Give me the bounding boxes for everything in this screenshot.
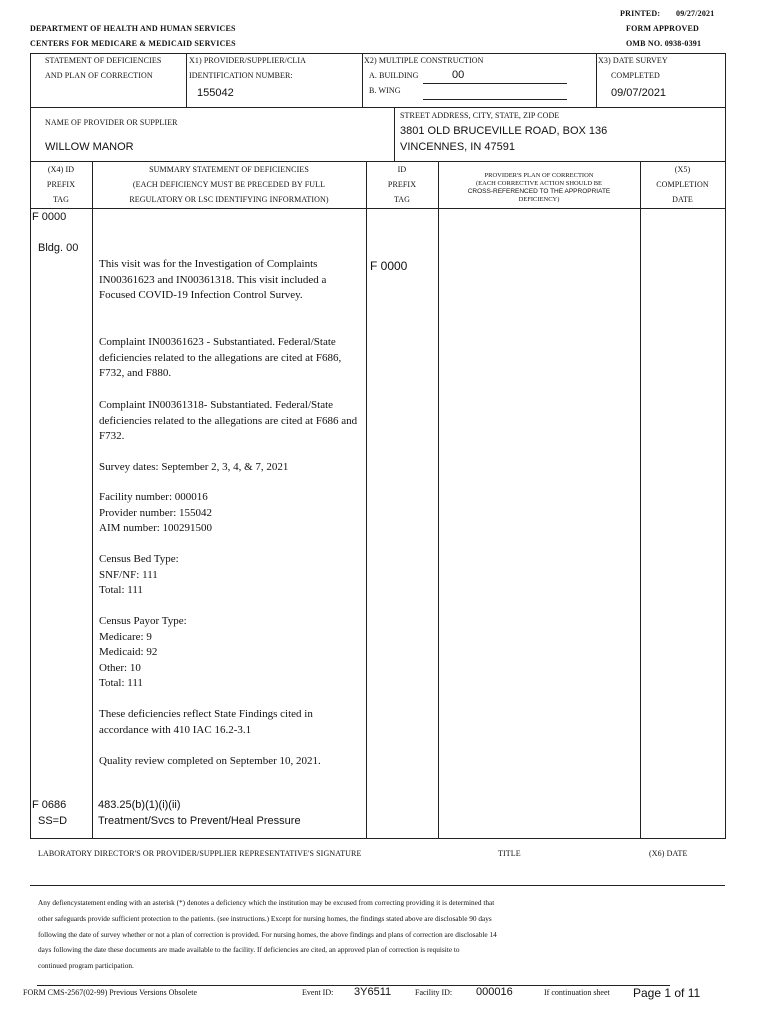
- continuation-label: If continuation sheet: [544, 988, 610, 997]
- event-id-label: Event ID:: [302, 988, 334, 997]
- id-header-tag: TAG: [393, 195, 411, 204]
- signature-divider: [30, 885, 725, 886]
- visit-paragraph: This visit was for the Investigation of Complaints IN00361623 and IN00361318. This visit included a Focused COVID-19 Infection Control Survey.: [99, 258, 327, 302]
- printed-date: 09/27/2021: [676, 9, 715, 18]
- prefix-tag-f0000: F 0000: [32, 211, 67, 223]
- disclaimer-line: days following the date these documents are made available to the facility. If deficiencies are cited, an approved plan of correction is requisite to: [38, 945, 460, 955]
- date-label: (X6) DATE: [649, 849, 688, 858]
- survey-dates: Survey dates: September 2, 3, 4, & 7, 2021: [99, 461, 289, 473]
- complaint-2-paragraph: Complaint IN00361318- Substantiated. Federal/State deficiencies related to the allegations are cited at F686 and F732.: [99, 399, 358, 443]
- x4-header-tag: TAG: [52, 195, 70, 204]
- event-id-value: 3Y6511: [354, 986, 392, 998]
- plan-header-2: (EACH CORRECTIVE ACTION SHOULD BE: [475, 180, 603, 187]
- disclaimer-line: continued program participation.: [38, 961, 134, 971]
- x3-label: X3) DATE SURVEY: [598, 56, 668, 65]
- facility-number: Facility number: 000016: [99, 491, 208, 503]
- x5-header-date: DATE: [672, 195, 693, 204]
- prefix-tag-f0686: F 0686: [32, 799, 67, 811]
- scope-severity: SS=D: [38, 815, 68, 827]
- id-header: ID: [397, 165, 407, 174]
- building-value: 00: [452, 69, 465, 81]
- provider-number: Provider number: 155042: [99, 507, 213, 519]
- printed-label: PRINTED:: [620, 9, 661, 18]
- x2-label: X2) MULTIPLE CONSTRUCTION: [364, 56, 484, 65]
- statement-label: STATEMENT OF DEFICIENCIES: [45, 56, 162, 65]
- x3-sub-label: COMPLETED: [611, 71, 660, 80]
- plan-label: AND PLAN OF CORRECTION: [45, 71, 153, 80]
- state-findings-paragraph: These deficiencies reflect State Findings cited in accordance with 410 IAC 16.2-3.1: [99, 708, 313, 736]
- omb-number: OMB NO. 0938-0391: [626, 39, 702, 48]
- plan-header-4: DEFICIENCY): [518, 196, 560, 203]
- bed-total: Total: 111: [99, 584, 143, 596]
- building-label: A. BUILDING: [369, 71, 419, 80]
- centers-name: CENTERS FOR MEDICARE & MEDICAID SERVICES: [30, 39, 236, 48]
- department-name: DEPARTMENT OF HEALTH AND HUMAN SERVICES: [30, 24, 236, 33]
- aim-number: AIM number: 100291500: [99, 522, 213, 534]
- regulation-title: Treatment/Svcs to Prevent/Heal Pressure: [98, 815, 301, 827]
- form-approved: FORM APPROVED: [626, 24, 700, 33]
- snf-nf-count: SNF/NF: 111: [99, 569, 158, 581]
- complaint-1-paragraph: Complaint IN00361623 - Substantiated. Federal/State deficiencies related to the allegations are cited at F686, F732, and F880.: [99, 336, 342, 380]
- id-header-prefix: PREFIX: [387, 180, 417, 189]
- x1-sub-label: IDENTIFICATION NUMBER:: [189, 71, 293, 80]
- summary-header: SUMMARY STATEMENT OF DEFICIENCIES: [149, 165, 309, 174]
- x4-header-prefix: PREFIX: [46, 180, 76, 189]
- address-line-1: 3801 OLD BRUCEVILLE ROAD, BOX 136: [400, 125, 608, 137]
- wing-label: B. WING: [369, 86, 401, 95]
- disclaimer: [38, 895, 497, 974]
- plan-header-3: CROSS-REFERENCED TO THE APPROPRIATE: [467, 188, 611, 195]
- survey-date-value: 09/07/2021: [611, 87, 667, 99]
- page-number: Page 1 of 11: [633, 986, 701, 1000]
- payor-total: Total: 111: [99, 677, 143, 689]
- x4-header: (X4) ID: [47, 165, 75, 174]
- provider-id-value: 155042: [197, 87, 234, 99]
- medicare-count: Medicare: 9: [99, 631, 152, 643]
- provider-name-label: NAME OF PROVIDER OR SUPPLIER: [45, 118, 178, 127]
- title-label: TITLE: [498, 849, 521, 858]
- signature-label: LABORATORY DIRECTOR'S OR PROVIDER/SUPPLIER REPRESENTATIVE'S SIGNATURE: [38, 849, 362, 858]
- facility-id-label: Facility ID:: [415, 988, 453, 997]
- x1-label: X1) PROVIDER/SUPPLIER/CLIA: [189, 56, 307, 65]
- address-label: STREET ADDRESS, CITY, STATE, ZIP CODE: [400, 111, 560, 120]
- summary-header-3: REGULATORY OR LSC IDENTIFYING INFORMATION): [129, 195, 329, 204]
- census-bed-type-label: Census Bed Type:: [99, 553, 179, 565]
- disclaimer-line: Any defiencystatement ending with an asterisk (*) denotes a deficiency which the institution may be excused from correcting providing it is determined that: [38, 898, 495, 907]
- quality-review-paragraph: Quality review completed on September 10, 2021.: [99, 755, 321, 767]
- other-count: Other: 10: [99, 662, 141, 674]
- id-prefix-f0000: F 0000: [370, 259, 408, 273]
- provider-name-value: WILLOW MANOR: [45, 141, 134, 153]
- address-line-2: VINCENNES, IN 47591: [400, 141, 515, 153]
- facility-id-value: 000016: [476, 986, 513, 998]
- disclaimer-line: other safeguards provide sufficient protection to the patients. (see instructions.) Except for nursing homes, the findings stated above are disclosable 90 days: [38, 913, 492, 923]
- form-number: FORM CMS-2567(02-99) Previous Versions Obsolete: [23, 988, 198, 997]
- medicaid-count: Medicaid: 92: [99, 646, 158, 658]
- x5-header-completion: COMPLETION: [656, 180, 709, 189]
- building-tag: Bldg. 00: [38, 242, 79, 254]
- plan-header: PROVIDER'S PLAN OF CORRECTION: [484, 172, 594, 179]
- summary-header-2: (EACH DEFICIENCY MUST BE PRECEDED BY FULL: [132, 180, 326, 189]
- census-payor-type-label: Census Payor Type:: [99, 615, 187, 627]
- x5-header: (X5): [674, 165, 691, 174]
- disclaimer-line: following the date of survey whether or not a plan of correction is provided. For nursing homes, the above findings and plans of correction are disclosable 14: [38, 929, 497, 939]
- regulation-citation: 483.25(b)(1)(i)(ii): [98, 799, 181, 811]
